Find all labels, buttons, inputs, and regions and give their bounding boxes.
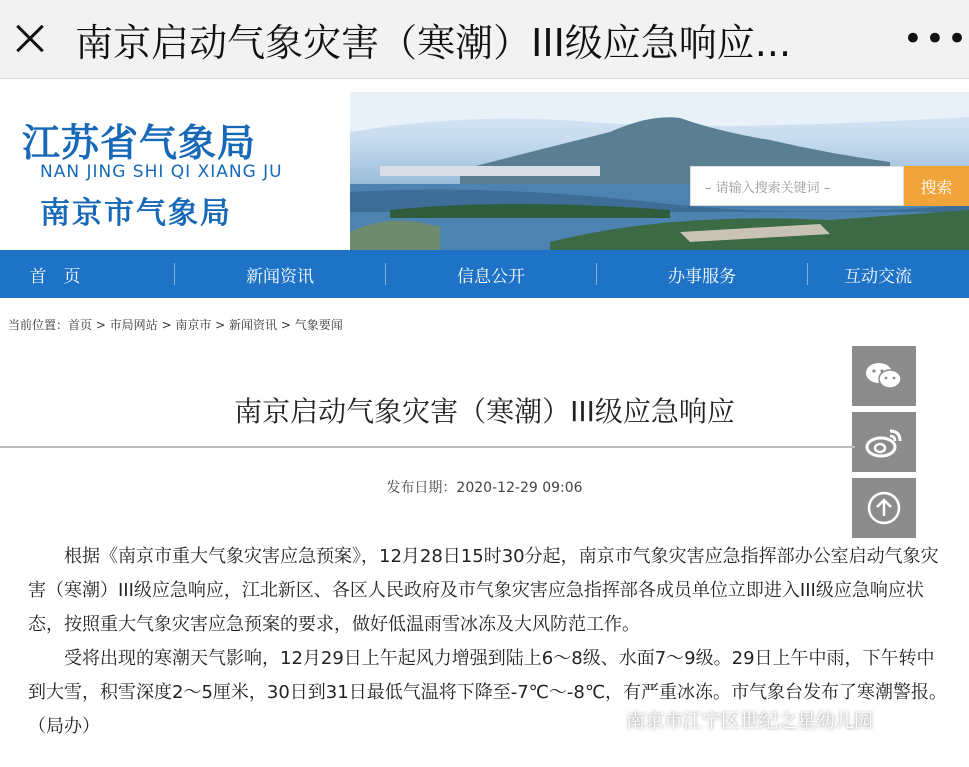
publish-date-value: 2020-12-29 09:06 [456,480,583,496]
nav-item-interaction[interactable]: 互动交流 [844,266,912,287]
publish-date-label: 发布日期： [386,480,457,496]
nav-item-news[interactable]: 新闻资讯 [246,266,314,287]
search-input[interactable]: – 请输入搜索关键词 – [690,166,904,206]
wechat-watermark [586,706,873,733]
more-icon[interactable]: ••• [902,19,969,59]
title-divider [0,446,855,448]
article-paragraph: 根据《南京市重大气象灾害应急预案》，12月28日15时30分起，南京市气象灾害应急指挥部办公室启动气象灾害（寒潮）III级应急响应，江北新区、各区人民政府及市气象灾害应急指挥部各成员单位立即进入III级应急响应状态，按照重大气象灾害应急预案的要求，做好低温雨雪冰冻及大风防范工作。 [28,546,939,635]
logo-title[interactable]: 江苏省气象局 [22,121,257,165]
wechat-icon [864,360,904,392]
site-header [0,92,969,250]
breadcrumb[interactable]: 当前位置：首页 > 市局网站 > 南京市 > 新闻资讯 > 气象要闻 [8,318,343,332]
logo-pinyin: NAN JING SHI QI XIANG JU [40,162,283,182]
watermark-text: 南京市江宁区世纪之星幼儿园 [626,710,874,732]
app-bar [0,0,969,79]
window-title: 南京启动气象灾害（寒潮）III级应急响应... [75,20,792,65]
weibo-icon [864,425,904,459]
nav-item-home[interactable]: 首 页 [29,266,81,287]
nav-item-info[interactable]: 信息公开 [457,266,525,287]
article-paragraph: 受将出现的寒潮天气影响，12月29日上午起风力增强到陆上6～8级、水面7～9级。29日上午中雨，下午转中到大雪，积雪深度2～5厘米，30日到31日最低气温将下降至-7℃～-8℃，有严重冰冻。市气象台发布了寒潮警报。（局办） [28,648,948,737]
search-button[interactable]: 搜索 [904,166,969,206]
publish-date [0,477,969,497]
nav-item-services[interactable]: 办事服务 [668,266,736,287]
logo-subtitle: 南京市气象局 [40,196,232,231]
article-title: 南京启动气象灾害（寒潮）III级应急响应 [234,395,735,428]
main-nav [0,250,969,298]
close-icon[interactable] [6,15,53,63]
wechat-watermark-icon [586,707,620,733]
share-rail [852,346,916,544]
